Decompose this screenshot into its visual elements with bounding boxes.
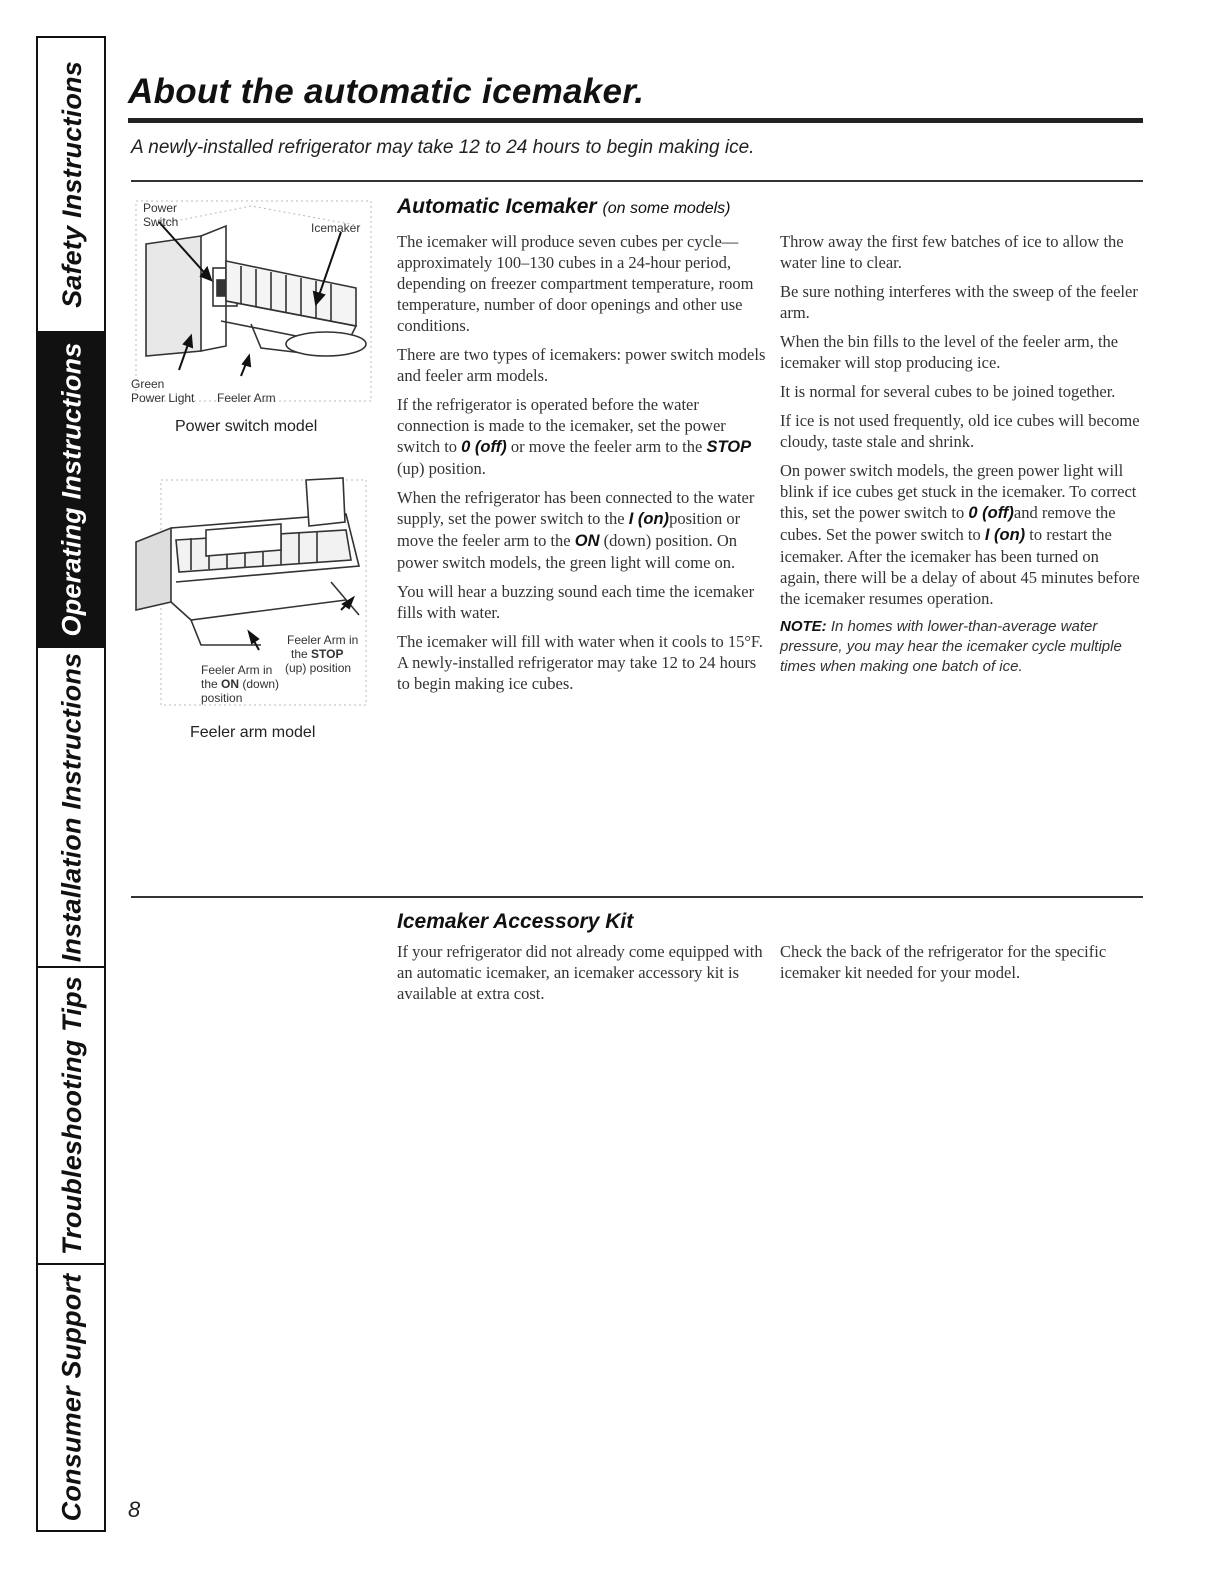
sidebar-divider [104,36,106,1532]
paragraph [397,394,769,479]
tab-label: Installation Instructions [56,652,87,962]
tab-consumer-support[interactable] [38,1265,106,1530]
automatic-column-2 [780,231,1142,685]
text-run: (down) position. On power switch models, the green light will come on. [397,531,738,572]
paragraph: It is normal for several cubes to be joined together. [780,382,1116,401]
title-rule [128,118,1143,123]
note [780,617,1142,677]
tab-label: Safety Instructions [56,61,87,308]
text-run: to restart the icemaker. After the icemaker has been turned on again, there will be a delay of about 45 minutes before the icemaker resumes operation. [780,525,1140,608]
tab-label: Operating Instructions [56,342,87,637]
text-run: (up) position. [397,459,486,478]
note-text: In homes with lower-than-average water pressure, you may hear the icemaker cycle multiple times when making one batch of ice. [780,618,1122,675]
label-on-word: ON [221,677,240,691]
label-on-line1: Feeler Arm in [201,663,273,677]
paragraph: Throw away the first few batches of ice to allow the water line to clear. [780,232,1124,272]
label-stop-line2 [291,648,344,661]
label-green: Green [131,377,165,391]
section-divider [131,896,1143,898]
automatic-column-1 [397,231,769,702]
text-run: or move the feeler arm to the [506,437,707,456]
keyword-off: 0 (off) [968,504,1014,522]
page-number: 8 [128,1497,141,1522]
keyword-on: I (on) [984,526,1026,544]
keyword-stop: STOP [706,438,752,456]
section-divider [131,180,1143,182]
text-run: position or move the feeler arm to the [397,509,741,550]
section-heading-automatic-icemaker [397,195,730,219]
label-icemaker: Icemaker [311,221,361,235]
paragraph: If ice is not used frequently, old ice cubes will become cloudy, taste stale and shrink. [780,411,1140,451]
label-stop-line1: Feeler Arm in [287,633,359,647]
accessory-column-2 [780,941,1125,991]
text-run: and remove the cubes. Set the power switch to [780,503,1116,544]
label-on-line3: position [201,691,243,705]
section-heading-accessory-kit: Icemaker Accessory Kit [397,910,634,933]
label-power-light: Power Light [131,391,195,405]
tab-safety-instructions[interactable] [38,38,106,333]
page-subtitle: A newly-installed refrigerator may take 12 to 24 hours to begin making ice. [131,137,755,158]
heading-text: Automatic Icemaker [397,195,597,218]
keyword-on: I (on) [628,510,670,528]
paragraph [397,487,769,573]
label-on-line2 [201,678,279,691]
text-run: When the refrigerator has been connected to the water supply, set the power switch to the [397,488,755,528]
note-label: NOTE: [780,618,827,635]
tab-operating-instructions[interactable] [38,333,106,648]
keyword-off: 0 (off) [461,438,507,456]
figure-caption-power-switch: Power switch model [175,418,318,435]
paragraph: You will hear a buzzing sound each time the icemaker fills with water. [397,582,755,622]
text-run: If the refrigerator is operated before the water connection is made to the icemaker, set the power switch to [397,395,726,456]
figure-caption-feeler-arm: Feeler arm model [190,724,316,741]
sidebar-tabs [36,36,106,1532]
paragraph: The icemaker will fill with water when it cools to 15°F. A newly-installed refrigerator may take 12 to 24 hours to begin making ice cubes. [397,632,763,693]
label-the: the [291,647,308,661]
label-feeler-arm: Feeler Arm [217,391,276,405]
tab-label: Consumer Support [56,1273,87,1522]
accessory-column-1 [397,941,769,1012]
page-title: About the automatic icemaker. [128,72,645,111]
feeler-arm-icemaker-illustration [131,470,376,715]
label-the: the [201,677,218,691]
paragraph: If your refrigerator did not already come equipped with an automatic icemaker, an icemaker accessory kit is available at extra cost. [397,942,763,1003]
text-run: On power switch models, the green power light will blink if ice cubes get stuck in the icemaker. To correct this, set the power switch to [780,461,1137,522]
label-power: Power [143,201,178,215]
paragraph: Be sure nothing interferes with the sweep of the feeler arm. [780,282,1138,322]
label-down: (down) [242,677,280,691]
tab-label: Troubleshooting Tips [56,976,87,1255]
tab-troubleshooting-tips[interactable] [38,968,106,1265]
label-stop-word: STOP [311,647,344,661]
paragraph: There are two types of icemakers: power switch models and feeler arm models. [397,345,766,385]
paragraph: Check the back of the refrigerator for the specific icemaker kit needed for your model. [780,942,1107,982]
power-switch-icemaker-illustration [131,196,376,411]
label-stop-line3: (up) position [285,661,352,675]
paragraph: When the bin fills to the level of the feeler arm, the icemaker will stop producing ice. [780,332,1119,372]
tab-installation-instructions[interactable] [38,648,106,968]
paragraph: The icemaker will produce seven cubes per cycle—approximately 100–130 cubes in a 24-hour period, depending on freezer compartment temperature, room temperature, number of door openings and other use conditions. [397,232,754,335]
paragraph [780,460,1142,609]
heading-qualifier: (on some models) [602,200,731,217]
keyword-on: ON [574,532,600,550]
label-switch: Switch [143,215,179,229]
